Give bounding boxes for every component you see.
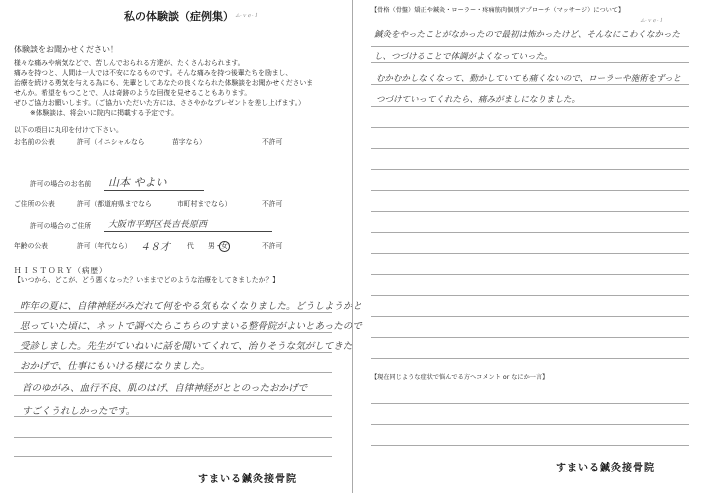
ruled-line (371, 295, 689, 296)
comment-section-header: 【現在同じような症状で悩んでる方へコメント or なにか一言】 (371, 374, 549, 381)
name-value[interactable]: 山本 やよい (108, 176, 167, 189)
ruled-line (371, 190, 689, 191)
ruled-line (371, 211, 689, 212)
intro-line: 治療を続ける勇気を与える為にも、先輩としてあなたの良くなられた体験談をお聞かせくださいま (14, 79, 314, 87)
ruled-line (371, 62, 689, 63)
section-instructions: 以下の項目に丸印を付けて下さい。 (14, 126, 123, 134)
ruled-line (371, 358, 689, 359)
history-line: 昨年の夏に、自律神経がみだれて何をやる気もなくなりました。どうしようかと (20, 301, 363, 312)
ruled-line (14, 395, 332, 396)
address-label: ご住所の公表 (14, 200, 55, 208)
gender-male[interactable]: 男・ (208, 242, 222, 250)
intro-note: ※体験談は、将会いに院内に掲載する予定です。 (30, 109, 178, 117)
history-title: ＨＩＳＴＯＲＹ（病歴） (14, 266, 108, 275)
gender-female-circled[interactable] (219, 241, 230, 252)
ruled-line (371, 274, 689, 275)
name-option-initial[interactable]: 許可（イニシャルなら (77, 138, 145, 146)
name-underline (104, 190, 204, 191)
history-line: 受診しました。先生がていねいに話を聞いてくれて、治りそうな気がしてきた (20, 341, 353, 352)
address-option-prefecture[interactable]: 許可（都道府県までなら (77, 200, 152, 208)
history-line: すごくうれしかったです。 (22, 406, 136, 417)
header-note: ム-ｖｅ-ｌ (640, 18, 664, 24)
intro-line: ぜひご協力お願いします。（ご協力いただいた方には、ささやかなプレゼントを差し上げます。） (14, 99, 305, 107)
address-write-label: 許可の場合のご住所 (30, 222, 92, 230)
address-underline (104, 231, 272, 232)
ruled-line (371, 106, 689, 107)
name-write-label: 許可の場合のお名前 (30, 180, 92, 188)
page-title: 私の体験談（症例集） (124, 10, 234, 23)
name-option-surname[interactable]: 苗字なら） (172, 138, 206, 146)
intro-line: せんか。希望をもつことで、人は奇跡のような回復を見せることもあります。 (14, 89, 252, 97)
ruled-line (14, 456, 332, 457)
ruled-line (14, 352, 332, 353)
history-prompt: 【いつから、どこが、どう悪くなった？いままでどのような治療をしてきましたか？】 (14, 276, 280, 284)
ruled-line (371, 84, 689, 85)
ruled-line (14, 332, 332, 333)
treatment-line: むかむかしなくなって、動かしていても痛くないので、ローラーや施術をずっと (376, 74, 682, 84)
treatment-line: つづけていってくれたら、痛みがましになりました。 (376, 95, 581, 105)
ruled-line (371, 337, 689, 338)
history-line: 首のゆがみ、血行不良、肌のはげ、自律神経がととのったおかげで (22, 383, 308, 394)
ruled-line (371, 169, 689, 170)
intro-heading: 体験談をお聞かせください！ (14, 45, 118, 54)
ruled-line (371, 445, 689, 446)
treatment-line: 鍼灸をやったことがなかったので最初は怖かったけど、そんなにこわくなかった (374, 30, 681, 40)
ruled-line (371, 424, 689, 425)
address-option-city[interactable]: 市町村までなら） (177, 200, 232, 208)
history-line: おかげで、仕事にもいける様になりました。 (20, 361, 210, 372)
ruled-line (14, 312, 332, 313)
age-option-decade[interactable]: 許可（年代なら） (77, 242, 132, 250)
ruled-line (14, 372, 332, 373)
ruled-line (371, 148, 689, 149)
history-line: 思っていた頃に、ネットで調べたらこちらのすまいる整骨院がよいとあったので (20, 321, 362, 332)
age-value[interactable]: ４８才 (140, 242, 170, 253)
age-decade-suffix: 代 (187, 242, 194, 250)
ruled-line (371, 316, 689, 317)
age-option-deny[interactable]: 不許可 (262, 242, 283, 250)
clinic-name-footer: すまいる鍼灸接骨院 (198, 474, 297, 485)
intro-line: 痛みを持つと、人間は一人では不安になるものです。そんな痛みを持つ後輩たちを励まし、 (14, 69, 293, 77)
address-value[interactable]: 大阪市平野区長吉長原西 (108, 220, 208, 230)
ruled-line (371, 127, 689, 128)
title-note: ム-ｖｅ-ｌ (235, 13, 259, 19)
ruled-line (14, 437, 332, 438)
treatment-line: し、つづけることで体調がよくなっていった。 (374, 52, 553, 62)
address-option-deny[interactable]: 不許可 (262, 200, 283, 208)
ruled-line (371, 232, 689, 233)
age-label: 年齢の公表 (14, 242, 48, 250)
treatment-section-header: 【骨格（骨盤）矯正や鍼灸・ローラー・疼痛筋肉個別アプローチ（マッサージ）について】 (371, 7, 625, 14)
intro-line: 様々な痛みや病気などで、苦しんでおられる方達が、たくさんおられます。 (14, 59, 245, 67)
ruled-line (371, 253, 689, 254)
ruled-line (371, 403, 689, 404)
clinic-name-footer: すまいる鍼灸接骨院 (556, 463, 655, 474)
page-divider (352, 0, 353, 493)
name-label: お名前の公表 (14, 138, 55, 146)
name-option-deny[interactable]: 不許可 (262, 138, 283, 146)
gender-female: 女 (221, 242, 228, 250)
ruled-line (371, 46, 689, 47)
